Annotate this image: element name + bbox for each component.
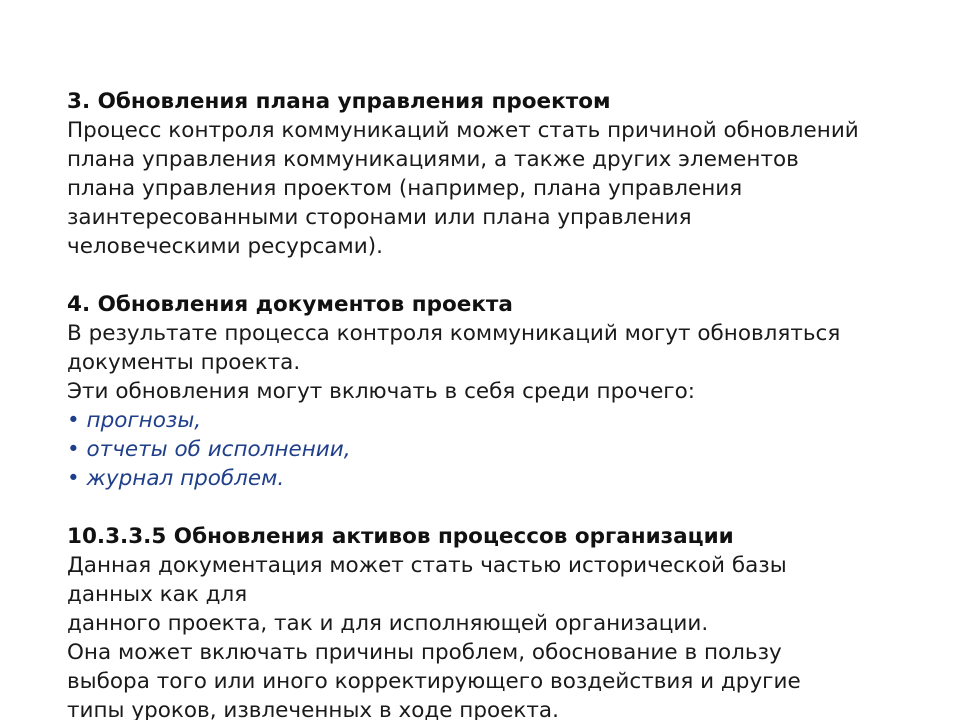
slide-content xyxy=(67,87,957,720)
paragraph-line: данных как для xyxy=(67,582,248,607)
paragraph-line: Она может включать причины проблем, обоснование в пользу xyxy=(67,640,782,665)
paragraph-line: Эти обновления могут включать в себя среди прочего: xyxy=(67,379,695,404)
paragraph-line: плана управления коммуникациями, а также других элементов xyxy=(67,147,799,172)
spacer xyxy=(67,493,957,522)
paragraph-line: типы уроков, извлеченных в ходе проекта. xyxy=(67,698,559,720)
section-heading-asset-updates: 10.3.3.5 Обновления активов процессов организации xyxy=(67,524,734,549)
paragraph-line: плана управления проектом (например, плана управления xyxy=(67,176,743,201)
paragraph-line: В результате процесса контроля коммуникаций могут обновляться xyxy=(67,321,841,346)
paragraph-line: человеческими ресурсами). xyxy=(67,234,383,259)
spacer xyxy=(67,261,957,290)
paragraph-line: Процесс контроля коммуникаций может стать причиной обновлений xyxy=(67,118,859,143)
paragraph-line: заинтересованными сторонами или плана управления xyxy=(67,205,692,230)
section-heading-plan-updates: 3. Обновления плана управления проектом xyxy=(67,89,611,114)
paragraph-line: Данная документация может стать частью исторической базы xyxy=(67,553,787,578)
paragraph-line: выбора того или иного корректирующего воздействия и другие xyxy=(67,669,801,694)
paragraph-line: данного проекта, так и для исполняющей организации. xyxy=(67,611,709,636)
paragraph-line: документы проекта. xyxy=(67,350,301,375)
bullet-item: • отчеты об исполнении, xyxy=(67,437,351,462)
bullet-item: • прогнозы, xyxy=(67,408,202,433)
section-heading-document-updates: 4. Обновления документов проекта xyxy=(67,292,513,317)
bullet-item: • журнал проблем. xyxy=(67,466,285,491)
